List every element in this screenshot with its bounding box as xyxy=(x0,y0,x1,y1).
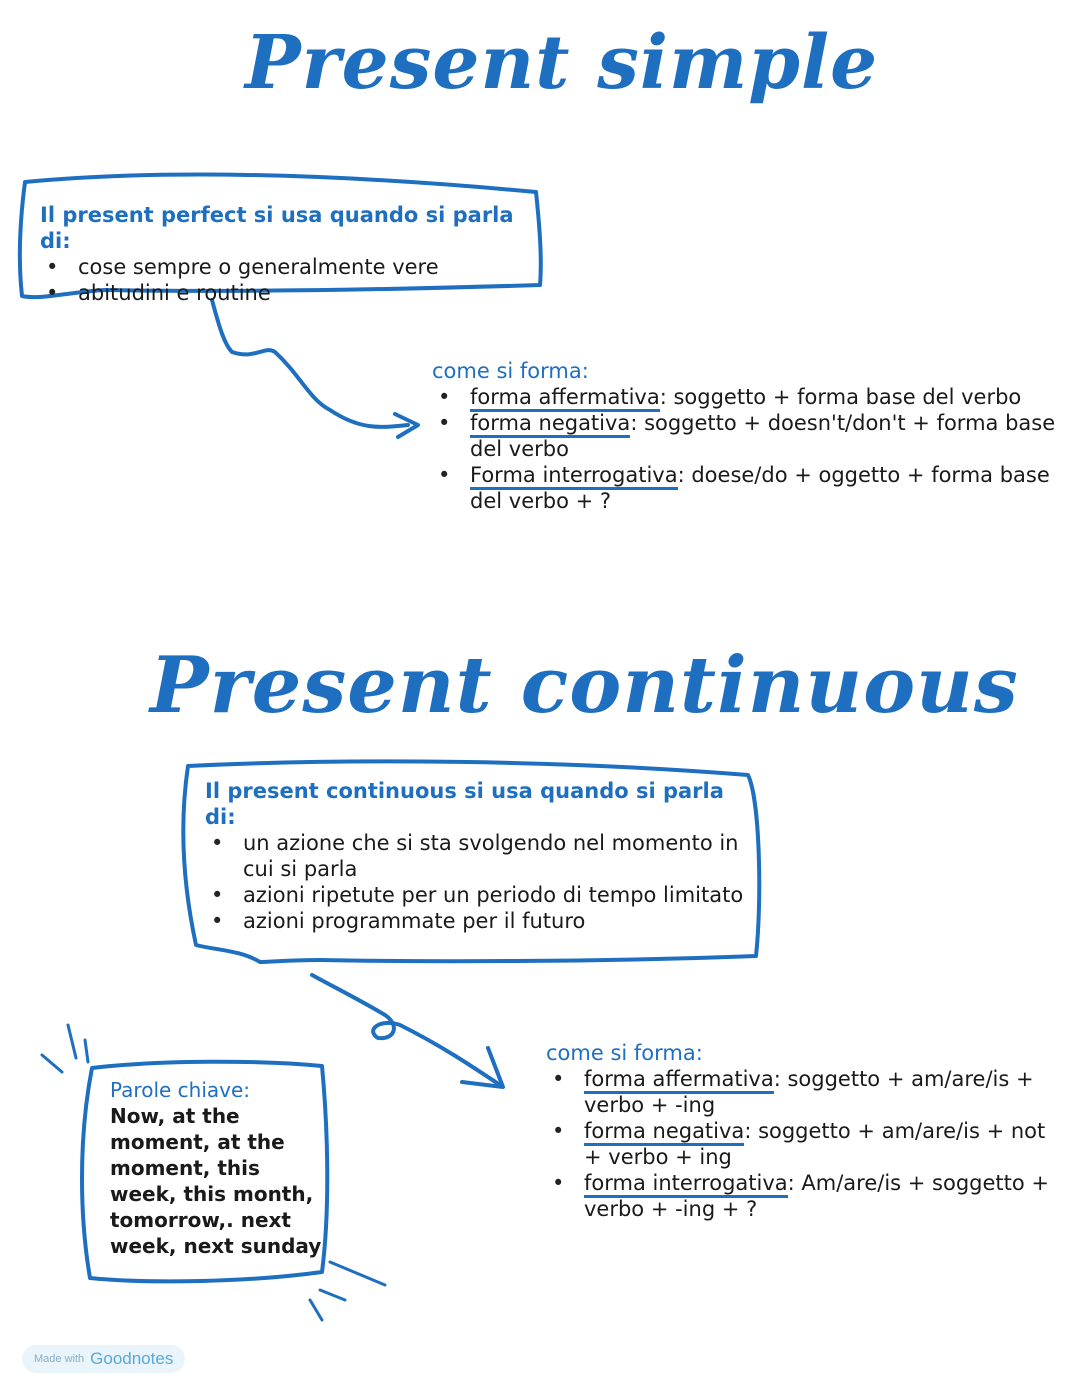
spark-1 xyxy=(42,1055,62,1072)
keywords-title: Parole chiave: xyxy=(110,1078,251,1102)
list-item: • abitudini e routine xyxy=(40,280,530,306)
form-label: forma affermativa xyxy=(470,385,660,412)
form-text: : soggetto + forma base del verbo xyxy=(659,385,1022,409)
formation-list xyxy=(546,1066,1066,1222)
goodnotes-watermark[interactable] xyxy=(22,1345,185,1373)
list-item xyxy=(546,1170,1066,1222)
spark-4 xyxy=(330,1262,385,1285)
list-item: • azioni programmate per il futuro xyxy=(205,908,745,934)
present-simple-formation xyxy=(432,358,1072,514)
list-item: • un azione che si sta svolgendo nel momento in cui si parla xyxy=(205,830,745,882)
spark-6 xyxy=(310,1300,322,1320)
form-label: forma negativa xyxy=(584,1119,744,1146)
keywords-box xyxy=(110,1077,325,1259)
list-item: • cose sempre o generalmente vere xyxy=(40,254,530,280)
present-continuous-formation xyxy=(546,1040,1066,1222)
list-item xyxy=(546,1066,1066,1118)
list-item: • azioni ripetute per un periodo di tempo limitato xyxy=(205,882,745,908)
formation-title: come si forma: xyxy=(432,359,589,383)
made-with-label: Made with xyxy=(34,1353,85,1365)
goodnotes-brand: Goodnotes xyxy=(90,1349,174,1368)
form-text: : soggetto + am/are/is + verbo + -ing xyxy=(584,1067,1034,1117)
list-item xyxy=(432,384,1072,410)
title-present-continuous: Present continuous xyxy=(150,640,1019,731)
form-text: : soggetto + am/are/is + not + verbo + ing xyxy=(584,1119,1046,1169)
form-text: : Am/are/is + soggetto + verbo + -ing + ? xyxy=(584,1171,1050,1221)
present-simple-intro: Il present perfect si usa quando si parla di: xyxy=(40,203,514,253)
form-label: Forma interrogativa xyxy=(470,463,678,490)
arrow1-path xyxy=(212,300,408,427)
present-simple-uses-box xyxy=(40,202,530,306)
form-text: : soggetto + doesn't/don't + forma base del verbo xyxy=(470,411,1056,461)
list-item xyxy=(546,1118,1066,1170)
formation-list xyxy=(432,384,1072,514)
keywords-text: Now, at the moment, at the moment, this week, this month, tomorrow,. next week, next sunday xyxy=(110,1104,322,1258)
form-text: : doese/do + oggetto + forma base del verbo + ? xyxy=(470,463,1050,513)
list-item xyxy=(432,462,1072,514)
present-continuous-intro: Il present continuous si usa quando si parla di: xyxy=(205,779,724,829)
arrow2-path xyxy=(312,975,500,1085)
spark-2 xyxy=(68,1025,76,1058)
form-label: forma affermativa xyxy=(584,1067,774,1094)
form-label: forma negativa xyxy=(470,411,630,438)
spark-3 xyxy=(85,1040,88,1062)
present-simple-uses-list xyxy=(40,254,530,306)
list-item xyxy=(432,410,1072,462)
title-present-simple: Present simple xyxy=(245,20,879,106)
spark-5 xyxy=(320,1290,345,1300)
form-label: forma interrogativa xyxy=(584,1171,788,1198)
present-continuous-uses-box xyxy=(205,778,745,934)
present-continuous-uses-list xyxy=(205,830,745,934)
formation-title: come si forma: xyxy=(546,1041,703,1065)
